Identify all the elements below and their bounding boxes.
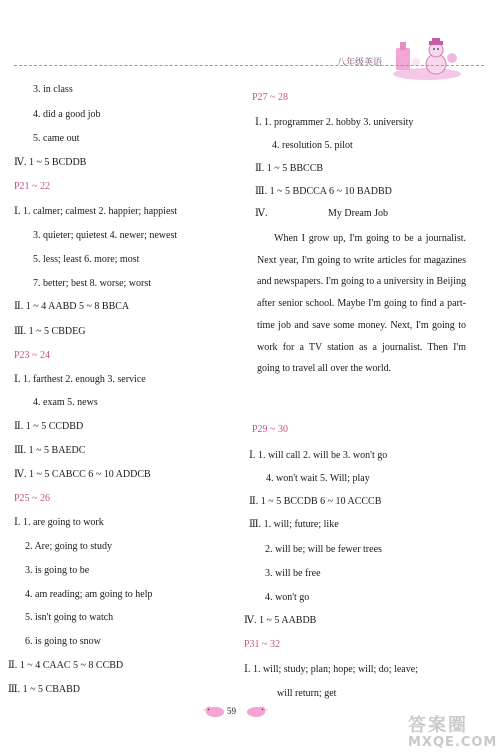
answer-line: Ⅱ. 1 ~ 5 BCCDB 6 ~ 10 ACCCB — [249, 496, 382, 507]
answer-line: Ⅱ. 1 ~ 4 AABD 5 ~ 8 BBCA — [14, 301, 130, 312]
answer-line: 3. quieter; quietest 4. newer; newest — [33, 230, 178, 241]
section-heading: P29 ~ 30 — [252, 424, 288, 435]
page-number: 59 — [227, 706, 236, 716]
snowman-illustration — [392, 38, 462, 80]
answer-line: will return; get — [277, 688, 337, 699]
answer-line: 4. resolution 5. pilot — [272, 140, 353, 151]
answer-line: Ⅰ. 1. will; study; plan; hope; will; do; leave; — [244, 664, 418, 675]
watermark-top: 答案圈 — [408, 715, 468, 736]
answer-line: 4. did a good job — [33, 109, 101, 120]
answer-line: 5. isn't going to watch — [25, 612, 114, 623]
essay-title: My Dream Job — [328, 208, 388, 219]
essay-body: When I grow up, I'm going to be a journalist. Next year, I'm going to write articles for magazines and newspapers. I'm going to a university in Beijing after senior school. Maybe I'm going to find a part-time job and save some money. Next, I'm going to work for a TV station as a journalist. Then I'm going to travel all over the world. — [257, 233, 466, 375]
answer-line: 5. came out — [33, 133, 80, 144]
section-heading: P23 ~ 24 — [14, 350, 50, 361]
answer-line: Ⅲ. 1. will; future; like — [249, 519, 339, 530]
answer-line: 2. Are; going to study — [25, 541, 112, 552]
answer-line: 5. less; least 6. more; most — [33, 254, 140, 265]
answer-line: Ⅰ. 1. calmer; calmest 2. happier; happiest — [14, 206, 178, 217]
section-heading: P21 ~ 22 — [14, 181, 50, 192]
header-title: 八年级英语 — [337, 58, 383, 68]
answer-line: Ⅰ. 1. farthest 2. enough 3. service — [14, 374, 146, 385]
answer-line: 4. won't wait 5. Will; play — [266, 473, 370, 484]
answer-line: 3. will be free — [265, 568, 321, 579]
answer-line: 4. won't go — [265, 592, 310, 603]
section-heading: P25 ~ 26 — [14, 493, 50, 504]
answer-line: Ⅰ. 1. are going to work — [14, 517, 104, 528]
answer-line: 3. is going to be — [25, 565, 90, 576]
answer-line: Ⅱ. 1 ~ 4 CAAC 5 ~ 8 CCBD — [8, 660, 124, 671]
answer-line: Ⅳ. 1 ~ 5 CABCC 6 ~ 10 ADDCB — [14, 469, 151, 480]
header-divider — [14, 65, 484, 66]
answer-line: 2. will be; will be fewer trees — [265, 544, 382, 555]
answer-line: 6. is going to snow — [25, 636, 101, 647]
answer-line: Ⅲ. 1 ~ 5 BAEDC — [14, 445, 86, 456]
answer-line: 4. am reading; am going to help — [25, 589, 153, 600]
section-heading: P27 ~ 28 — [252, 92, 288, 103]
watermark — [408, 716, 496, 752]
answer-line: Ⅳ. — [255, 208, 268, 219]
section-heading: P31 ~ 32 — [244, 639, 280, 650]
answer-line: 7. better; best 8. worse; worst — [33, 278, 152, 289]
bird-decoration-right — [246, 704, 268, 718]
answer-line: Ⅳ. 1 ~ 5 BCDDB — [14, 157, 87, 168]
answer-line: Ⅲ. 1 ~ 5 BDCCA 6 ~ 10 BADBD — [255, 186, 392, 197]
answer-line: Ⅱ. 1 ~ 5 CCDBD — [14, 421, 84, 432]
answer-line: Ⅱ. 1 ~ 5 BBCCB — [255, 163, 324, 174]
answer-line: 3. in class — [33, 84, 73, 95]
answer-line: Ⅰ. 1. programmer 2. hobby 3. university — [255, 117, 414, 128]
answer-line: 4. exam 5. news — [33, 397, 98, 408]
answer-line: Ⅳ. 1 ~ 5 AABDB — [244, 615, 317, 626]
answer-line: Ⅰ. 1. will call 2. will be 3. won't go — [249, 450, 388, 461]
answer-line: Ⅲ. 1 ~ 5 CBABD — [8, 684, 81, 695]
bird-decoration-left — [203, 704, 225, 718]
answer-line: Ⅲ. 1 ~ 5 CBDEG — [14, 326, 86, 337]
watermark-bottom: MXQE.COM — [408, 735, 498, 750]
